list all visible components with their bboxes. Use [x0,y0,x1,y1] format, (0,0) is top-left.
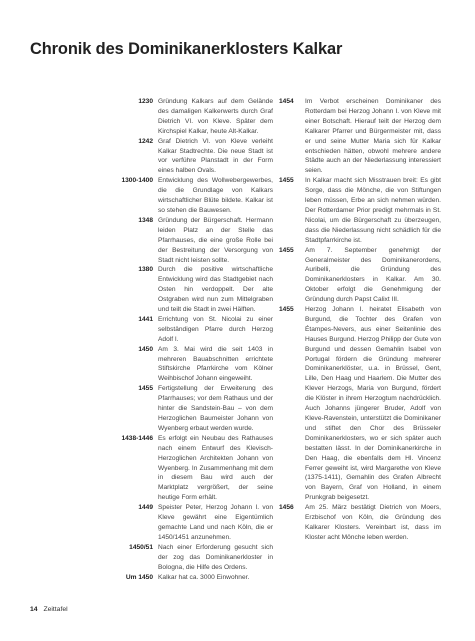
entry-year: 1455 [279,177,294,185]
entry-year: 1380 [138,266,153,274]
chronicle-entry [279,176,441,245]
entry-text: Gründung Kalkars auf dem Gelände des damaligen Kalkerwerts durch Graf Dietrich VI. von Kleve. Später dem Kirchspiel Kalkar, heute Alt-Kalkar. [158,98,273,135]
entry-text: In Kalkar macht sich Misstrauen breit: Es gibt Sorge, dass die Mönche, die von Stiftungen leben müssen, Erbe an sich nehmen würden. Der Rotterdamer Prior predigt mehrmals in St. Nicolai, um die Bürgerschaft zu überzeugen, dass die Niederlassung nicht schädlich für die Stadtpfarrkirche ist. [305,177,441,244]
chronicle-entry [91,137,273,177]
entry-text: Graf Dietrich VI. von Kleve verleiht Kalkar Stadtrechte. Die neue Stadt ist vor verführe Planstadt in der Form eines halben Ovals. [158,137,273,175]
chronicle-entry [279,97,441,176]
entry-text: Durch die positive wirtschaftliche Entwicklung wird das Stadtgebiet nach Osten hin verdoppelt. Der alte Ostgraben wird nun zum Mittelgraben und teilt die Stadt in zwei Hälften. [158,266,273,314]
entry-year: 1455 [138,385,153,393]
chronicle-entry [91,503,273,543]
chronicle-entry [91,315,273,345]
entry-text: Im Verbot erscheinen Dominikaner des Rotterdam bei Herzog Johann I. von Kleve mit einer Botschaft. Hierauf teilt der Herzog dem Kalkarer Pfarrer und Bürgermeister mit, dass er und seine Mutter Maria sich für Kalkar entschieden hätten, obwohl mehrere andere Städte auch an der Niederlassung interessiert seien. [305,98,441,175]
chronicle-column-right [279,97,441,543]
section-label: Zeittafel [43,606,68,613]
entry-text: Am 3. Mai wird die seit 1403 in mehreren Bauabschnitten errichtete Stiftskirche Pfarrkirche vom Kölner Weihbischof Johann eingeweiht. [158,345,273,383]
entry-text: Speister Peter, Herzog Johann I. von Kleve gewährt eine Eigentümlich gemachte Land und nach Köln, die er 1450/1451 anzunehmen. [158,504,273,541]
entry-year: 1454 [279,98,294,105]
entry-text: Herzog Johann I. heiratet Elisabeth von Burgund, die Tochter des Grafen von Étampes-Nevers, aus einer Seitenlinie des Hauses Burgund. Herzog Philipp der Gute von Burgund und dessen Gemahlin Isabel von Portugal fördern die Gründung mehrerer Dominikanerklöster, u.a. in Brüssel, Gent, Lille, Den Haag und Haarlem. Die Mutter des Klever Herzogs, Maria von Burgund, fördert die Klöster in ihrem Herzogtum nachdrücklich. Auch Johanns jüngerer Bruder, Adolf von Kleve-Ravenstein, unterstützt die Dominikaner und stiftet den Chor des Brüsseler Dominikanerklosters, wo er sich später auch bestatten lässt. In der Dominikanerkirche in Den Haag, die ebenfalls dem Hl. Vincenz Ferrer geweiht ist, wird Margarethe von Kleve (1375-1411), Gemahlin des Grafen Albrecht von Bayern, Graf von Holland, in einem Prunkgrab beigesetzt. [305,306,441,502]
entry-text: Nach einer Erforderung gesucht sich der zog das Dominikanerkloster in Bologna, die Hilfe des Ordens. [158,543,273,571]
entry-text: Kalkar hat ca. 3000 Einwohner. [158,573,250,581]
chronicle-entry [91,216,273,266]
entry-year: 1455 [279,306,294,314]
entry-year: 1455 [279,246,294,254]
entry-year: 1300-1400 [121,177,153,185]
entry-year: 1242 [138,137,153,145]
chronicle-entry [91,97,273,137]
chronicle-entry [91,384,273,434]
entry-text: Entwicklung des Wollwebergewerbes, die die Grundlage von Kalkars wirtschaftlicher Blüte bildete. Kalkar ist so stehen die Bauwesen. [158,177,273,214]
entry-year: 1450/51 [129,543,153,551]
entry-year: 1450 [138,345,153,353]
page-footer [30,606,68,613]
entry-year: 1230 [138,98,153,105]
chronicle-entry [279,503,441,543]
entry-year: 1438-1446 [121,434,153,442]
entry-text: Am 7. September genehmigt der Generalmeister des Dominikanerordens, Auribelli, die Gründung des Dominikanerklosters in Kalkar. Am 30. Oktober erfolgt die Genehmigung der Gründung durch Papst Calixt III. [305,246,441,304]
chronicle-entry [91,345,273,385]
entry-year: Um 1450 [125,573,153,581]
page-title: Chronik des Dominikanerklosters Kalkar [30,40,343,58]
entry-text: Fertigstellung der Erweiterung des Pfarrhauses; vor dem Rathaus und der hinter die Sandstein-Bau – von dem Herzoglichen Baumeister Johann von Wyenberg erbaut werden wurde. [158,385,273,432]
chronicle-entry [91,573,273,583]
entry-year: 1348 [138,216,153,224]
entry-text: Errichtung von St. Nicolai zu einer selbständigen Pfarre durch Herzog Adolf I. [158,315,273,343]
chronicle-entry [279,305,441,503]
entry-year: 1449 [138,504,153,512]
chronicle-entry [91,434,273,503]
chronicle-entry [91,543,273,573]
entry-text: Am 25. März bestätigt Dietrich von Moers, Erzbischof von Köln, die Gründung des Kalkarer Klosters. Vereinbart ist, dass im Kloster acht Mönche leben werden. [305,504,441,541]
entry-year: 1441 [138,315,153,323]
chronicle-column-left [91,97,273,582]
entry-text: Gründung der Bürgerschaft. Hermann leiden Platz an der Stelle das Pfarrhauses, die eine große Rolle bei der Bestreitung der Versorgung von Stadt nicht leisten sollte. [158,216,273,264]
entry-text: Es erfolgt ein Neubau des Rathauses nach einem Entwurf des Klevisch-Herzoglichen Architekten Johann von Wyenberg. In Zusammenhang mit dem in diesem Bau wird auch der Marktplatz vergrößert, der seine heutige Form erhält. [158,434,273,502]
chronicle-entry [91,176,273,216]
chronicle-entry [279,246,441,305]
chronicle-entry [91,265,273,315]
entry-year: 1456 [279,504,294,512]
page-number: 14 [30,606,38,613]
